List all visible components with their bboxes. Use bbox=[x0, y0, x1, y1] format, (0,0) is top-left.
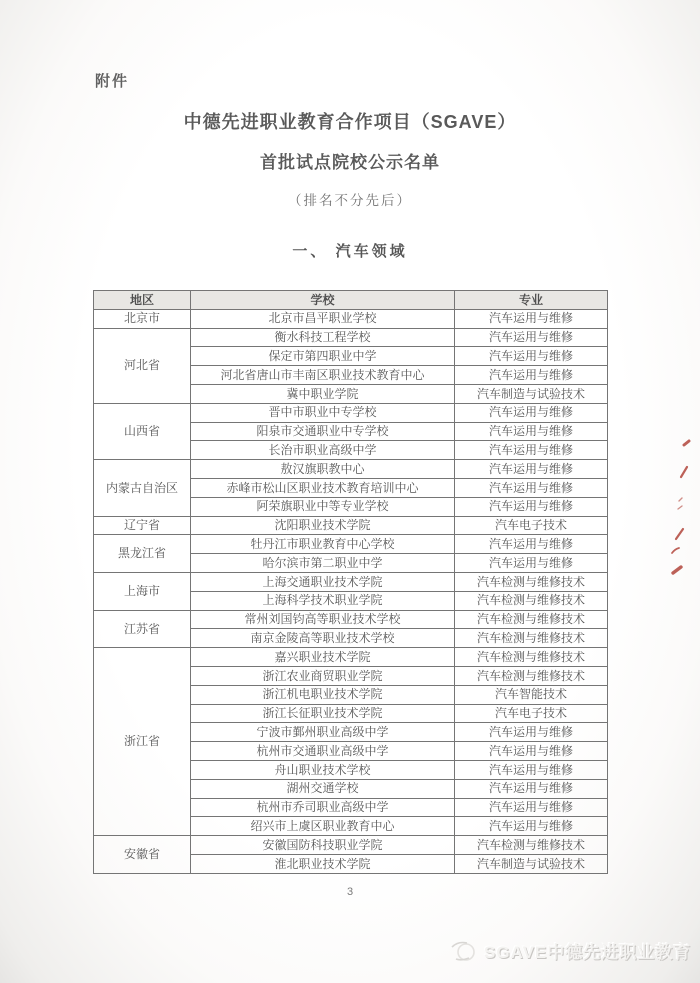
school-cell: 上海交通职业技术学院 bbox=[191, 572, 455, 591]
footer-watermark bbox=[450, 938, 691, 963]
major-cell: 汽车电子技术 bbox=[455, 516, 608, 535]
table-row bbox=[94, 328, 608, 347]
pilot-schools-table bbox=[93, 290, 608, 874]
major-cell: 汽车运用与维修 bbox=[455, 403, 608, 422]
table-header-row bbox=[94, 291, 608, 310]
school-cell: 赤峰市松山区职业技术教育培训中心 bbox=[191, 478, 455, 497]
school-cell: 长治市职业高级中学 bbox=[191, 441, 455, 460]
watermark-text: SGAVE中德先进职业教育 bbox=[484, 943, 692, 962]
major-cell: 汽车运用与维修 bbox=[455, 760, 608, 779]
major-cell: 汽车智能技术 bbox=[455, 685, 608, 704]
column-header-school: 学校 bbox=[191, 291, 455, 310]
major-cell: 汽车检测与维修技术 bbox=[455, 591, 608, 610]
document-title-line-1: 中德先进职业教育合作项目（SGAVE） bbox=[183, 112, 517, 132]
major-cell: 汽车运用与维修 bbox=[455, 497, 608, 516]
major-cell: 汽车检测与维修技术 bbox=[455, 610, 608, 629]
region-cell: 江苏省 bbox=[94, 610, 191, 648]
major-cell: 汽车制造与试验技术 bbox=[455, 384, 608, 403]
school-cell: 阳泉市交通职业中专学校 bbox=[191, 422, 455, 441]
region-cell: 浙江省 bbox=[94, 648, 191, 836]
region-cell: 上海市 bbox=[94, 572, 191, 610]
school-cell: 牡丹江市职业教育中心学校 bbox=[191, 535, 455, 554]
region-cell: 河北省 bbox=[94, 328, 191, 403]
school-cell: 舟山职业技术学校 bbox=[191, 760, 455, 779]
region-cell: 黑龙江省 bbox=[94, 535, 191, 573]
major-cell: 汽车运用与维修 bbox=[455, 441, 608, 460]
sgave-globe-logo-icon bbox=[450, 939, 478, 963]
major-cell: 汽车电子技术 bbox=[455, 704, 608, 723]
school-cell: 淮北职业技术学院 bbox=[191, 854, 455, 873]
school-cell: 衡水科技工程学校 bbox=[191, 328, 455, 347]
attachment-label: 附件 bbox=[95, 73, 130, 90]
school-cell: 北京市昌平职业学校 bbox=[191, 309, 455, 328]
major-cell: 汽车运用与维修 bbox=[455, 422, 608, 441]
handwritten-red-pen-marks-icon bbox=[648, 435, 694, 595]
page-number: 3 bbox=[346, 886, 354, 898]
document-subtitle: （排名不分先后） bbox=[288, 193, 412, 208]
table-row bbox=[94, 516, 608, 535]
school-cell: 浙江长征职业技术学院 bbox=[191, 704, 455, 723]
school-cell: 沈阳职业技术学院 bbox=[191, 516, 455, 535]
table-row bbox=[94, 535, 608, 554]
school-cell: 阿荣旗职业中等专业学校 bbox=[191, 497, 455, 516]
major-cell: 汽车运用与维修 bbox=[455, 347, 608, 366]
school-cell: 嘉兴职业技术学院 bbox=[191, 648, 455, 667]
major-cell: 汽车运用与维修 bbox=[455, 309, 608, 328]
major-cell: 汽车制造与试验技术 bbox=[455, 854, 608, 873]
school-cell: 浙江农业商贸职业学院 bbox=[191, 666, 455, 685]
table-row bbox=[94, 648, 608, 667]
document-title-line-2: 首批试点院校公示名单 bbox=[260, 153, 440, 172]
column-header-region: 地区 bbox=[94, 291, 191, 310]
major-cell: 汽车运用与维修 bbox=[455, 554, 608, 573]
table-row bbox=[94, 572, 608, 591]
major-cell: 汽车检测与维修技术 bbox=[455, 648, 608, 667]
school-cell: 河北省唐山市丰南区职业技术教育中心 bbox=[191, 366, 455, 385]
major-cell: 汽车运用与维修 bbox=[455, 723, 608, 742]
region-cell: 辽宁省 bbox=[94, 516, 191, 535]
region-cell: 山西省 bbox=[94, 403, 191, 459]
major-cell: 汽车运用与维修 bbox=[455, 328, 608, 347]
school-cell: 湖州交通学校 bbox=[191, 779, 455, 798]
school-cell: 宁波市鄞州职业高级中学 bbox=[191, 723, 455, 742]
table-row bbox=[94, 309, 608, 328]
major-cell: 汽车检测与维修技术 bbox=[455, 572, 608, 591]
major-cell: 汽车运用与维修 bbox=[455, 366, 608, 385]
column-header-major: 专业 bbox=[455, 291, 608, 310]
school-cell: 晋中市职业中专学校 bbox=[191, 403, 455, 422]
school-cell: 绍兴市上虞区职业教育中心 bbox=[191, 817, 455, 836]
table-row bbox=[94, 403, 608, 422]
major-cell: 汽车检测与维修技术 bbox=[455, 836, 608, 855]
region-cell: 安徽省 bbox=[94, 836, 191, 874]
region-cell: 内蒙古自治区 bbox=[94, 460, 191, 516]
school-cell: 保定市第四职业中学 bbox=[191, 347, 455, 366]
major-cell: 汽车运用与维修 bbox=[455, 742, 608, 761]
school-cell: 上海科学技术职业学院 bbox=[191, 591, 455, 610]
school-cell: 杭州市乔司职业高级中学 bbox=[191, 798, 455, 817]
major-cell: 汽车运用与维修 bbox=[455, 478, 608, 497]
table-row bbox=[94, 460, 608, 479]
region-cell: 北京市 bbox=[94, 309, 191, 328]
school-cell: 敖汉旗职教中心 bbox=[191, 460, 455, 479]
school-cell: 安徽国防科技职业学院 bbox=[191, 836, 455, 855]
major-cell: 汽车运用与维修 bbox=[455, 817, 608, 836]
table-row bbox=[94, 836, 608, 855]
major-cell: 汽车运用与维修 bbox=[455, 779, 608, 798]
major-cell: 汽车检测与维修技术 bbox=[455, 629, 608, 648]
school-cell: 浙江机电职业技术学院 bbox=[191, 685, 455, 704]
school-cell: 杭州市交通职业高级中学 bbox=[191, 742, 455, 761]
major-cell: 汽车运用与维修 bbox=[455, 460, 608, 479]
major-cell: 汽车检测与维修技术 bbox=[455, 666, 608, 685]
school-cell: 冀中职业学院 bbox=[191, 384, 455, 403]
school-cell: 常州刘国钧高等职业技术学校 bbox=[191, 610, 455, 629]
section-heading: 一、 汽车领域 bbox=[292, 243, 408, 260]
major-cell: 汽车运用与维修 bbox=[455, 535, 608, 554]
school-cell: 南京金陵高等职业技术学校 bbox=[191, 629, 455, 648]
school-cell: 哈尔滨市第二职业中学 bbox=[191, 554, 455, 573]
table-row bbox=[94, 610, 608, 629]
major-cell: 汽车运用与维修 bbox=[455, 798, 608, 817]
